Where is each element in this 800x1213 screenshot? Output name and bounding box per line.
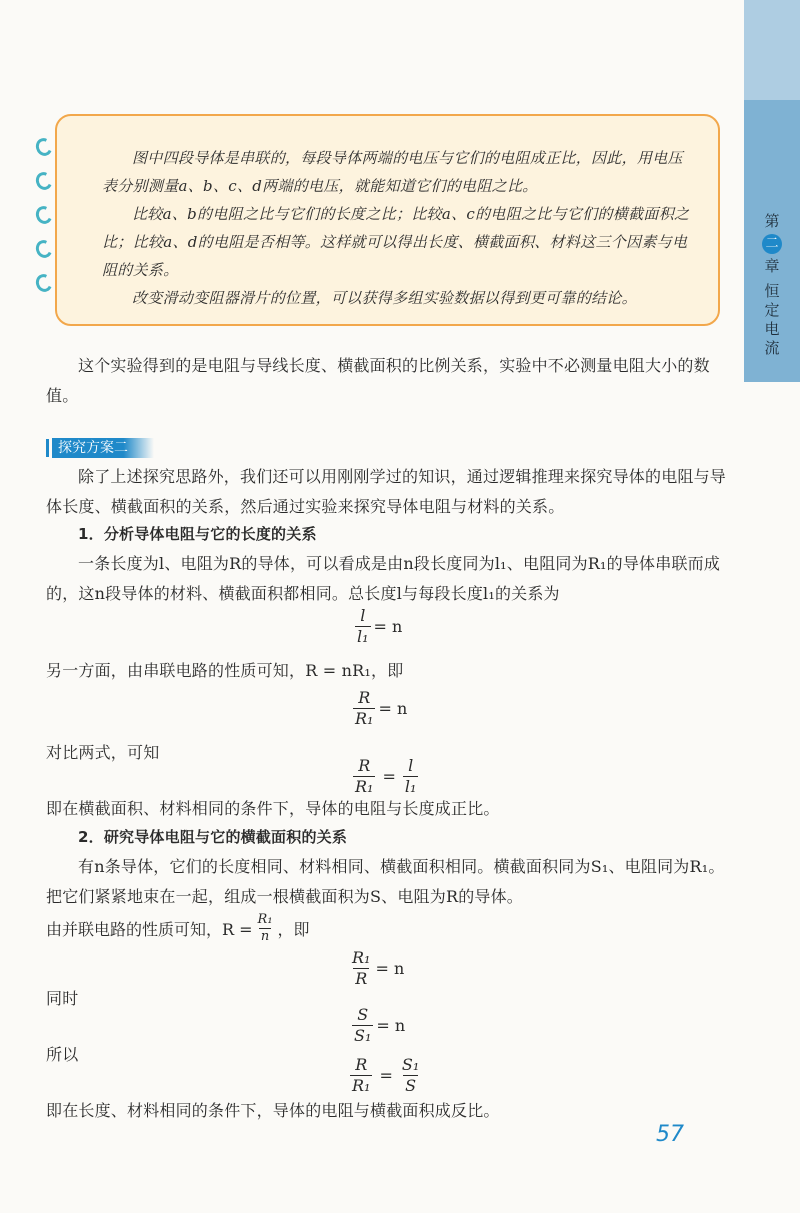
- formula-denominator: S₁: [354, 1026, 372, 1045]
- binder-ring-icon: [33, 136, 54, 158]
- formula-r-ratio-l-ratio: [350, 756, 421, 797]
- chapter-suffix: 章: [764, 257, 780, 275]
- formula-rhs: = n: [373, 617, 403, 636]
- section2-conclusion-block: [46, 1096, 726, 1126]
- intro-paragraph: 这个实验得到的是电阻与导线长度、横截面积的比例关系，实验中不必测量电阻大小的数值。: [46, 356, 710, 405]
- section2-so-text: 所以: [46, 1045, 79, 1064]
- chapter-prefix: 第: [764, 212, 780, 230]
- section1-heading: 1．分析导体电阻与它的长度的关系: [78, 525, 317, 543]
- note-binder-rings: [36, 138, 62, 308]
- formula-numerator: l: [408, 756, 414, 775]
- formula-numerator: R₁: [352, 948, 371, 967]
- note-paragraph: 图中四段导体是串联的，每段导体两端的电压与它们的电阻成正比，因此，用电压表分别测量a、b、c、d两端的电压，就能知道它们的电阻之比。: [102, 149, 683, 195]
- plan-tag: [46, 438, 176, 458]
- section2-heading: 2．研究导体电阻与它的横截面积的关系: [78, 828, 348, 846]
- section2-same-text: 同时: [46, 989, 79, 1008]
- formula-numerator: S: [357, 1005, 369, 1024]
- chapter-number: 二: [762, 234, 782, 254]
- note-paragraph: 改变滑动变阻器滑片的位置，可以获得多组实验数据以得到更可靠的结论。: [132, 289, 637, 307]
- formula-denominator: S: [405, 1076, 417, 1095]
- section1-paragraph: 一条长度为l、电阻为R的导体，可以看成是由n段长度同为l₁、电阻同为R₁的导体串联而成的，这n段导体的材料、横截面积都相同。总长度l与每段长度l₁的关系为: [46, 554, 721, 603]
- binder-ring-icon: [33, 204, 54, 226]
- plan-intro-block: [46, 462, 726, 522]
- formula-l-over-l1: [352, 606, 402, 647]
- section2-block: [46, 822, 726, 912]
- binder-ring-icon: [33, 170, 54, 192]
- plan-tag-label: 探究方案二: [52, 438, 154, 458]
- formula-rhs: = n: [378, 699, 408, 718]
- formula-rhs: = n: [376, 1016, 406, 1035]
- formula-denominator: R₁: [352, 1076, 371, 1095]
- formula-numerator: R₁: [257, 912, 273, 927]
- section1-text3: 对比两式，可知: [46, 743, 160, 762]
- formula-denominator: l₁: [357, 627, 369, 646]
- formula-denominator: R₁: [355, 709, 374, 728]
- formula-numerator: R: [358, 688, 371, 707]
- section1-text2-block: [46, 656, 726, 686]
- note-paragraph: 比较a、b的电阻之比与它们的长度之比；比较a、c的电阻之比与它们的横截面积之比；比较a、d的电阻是否相等。这样就可以得出长度、横截面积、材料这三个因素与电阻的关系。: [102, 205, 690, 279]
- formula-numerator: l: [360, 606, 366, 625]
- formula-r-ratio-s-ratio: [347, 1055, 424, 1096]
- chapter-label: [752, 212, 792, 358]
- formula-numerator: S₁: [401, 1055, 420, 1074]
- chapter-title: 恒定电流: [764, 282, 780, 357]
- binder-ring-icon: [33, 272, 54, 294]
- section1-block: [46, 519, 726, 609]
- parallel-text: 由并联电路的性质可知，R =: [46, 920, 253, 939]
- plan-tag-bar: [46, 439, 49, 457]
- formula-denominator: n: [260, 929, 270, 944]
- section2-paragraph: 有n条导体，它们的长度相同、材料相同、横截面积相同。横截面积同为S₁、电阻同为R₁。把它们紧紧地束在一起，组成一根横截面积为S、电阻为R的导体。: [46, 857, 725, 906]
- section1-conclusion: 即在横截面积、材料相同的条件下，导体的电阻与长度成正比。: [46, 799, 500, 818]
- section1-conclusion-block: [46, 794, 726, 824]
- parallel-text-end: ，即: [277, 920, 310, 939]
- chapter-tab-top: [744, 0, 800, 100]
- parallel-sentence: [46, 912, 310, 945]
- formula-denominator: R₁: [355, 777, 374, 796]
- formula-denominator: l₁: [404, 777, 417, 796]
- plan-intro-paragraph: 除了上述探究思路外，我们还可以用刚刚学过的知识，通过逻辑推理来探究导体的电阻与导体长度、横截面积的关系，然后通过实验来探究导体电阻与材料的关系。: [46, 467, 727, 516]
- formula-numerator: R: [355, 1055, 368, 1074]
- binder-ring-icon: [33, 238, 54, 260]
- page-number: 57: [656, 1122, 684, 1147]
- section2-conclusion: 即在长度、材料相同的条件下，导体的电阻与横截面积成反比。: [46, 1101, 500, 1120]
- formula-equals: =: [382, 767, 396, 786]
- formula-r1-over-r: [347, 948, 404, 989]
- formula-rhs: = n: [375, 959, 405, 978]
- note-text: [102, 144, 694, 312]
- intro-block: [46, 351, 726, 411]
- formula-numerator: R: [358, 756, 371, 775]
- section1-text2: 另一方面，由串联电路的性质可知，R = nR₁，即: [46, 661, 404, 680]
- formula-denominator: R: [355, 969, 368, 988]
- formula-r-over-r1: [350, 688, 407, 729]
- formula-equals: =: [379, 1066, 393, 1085]
